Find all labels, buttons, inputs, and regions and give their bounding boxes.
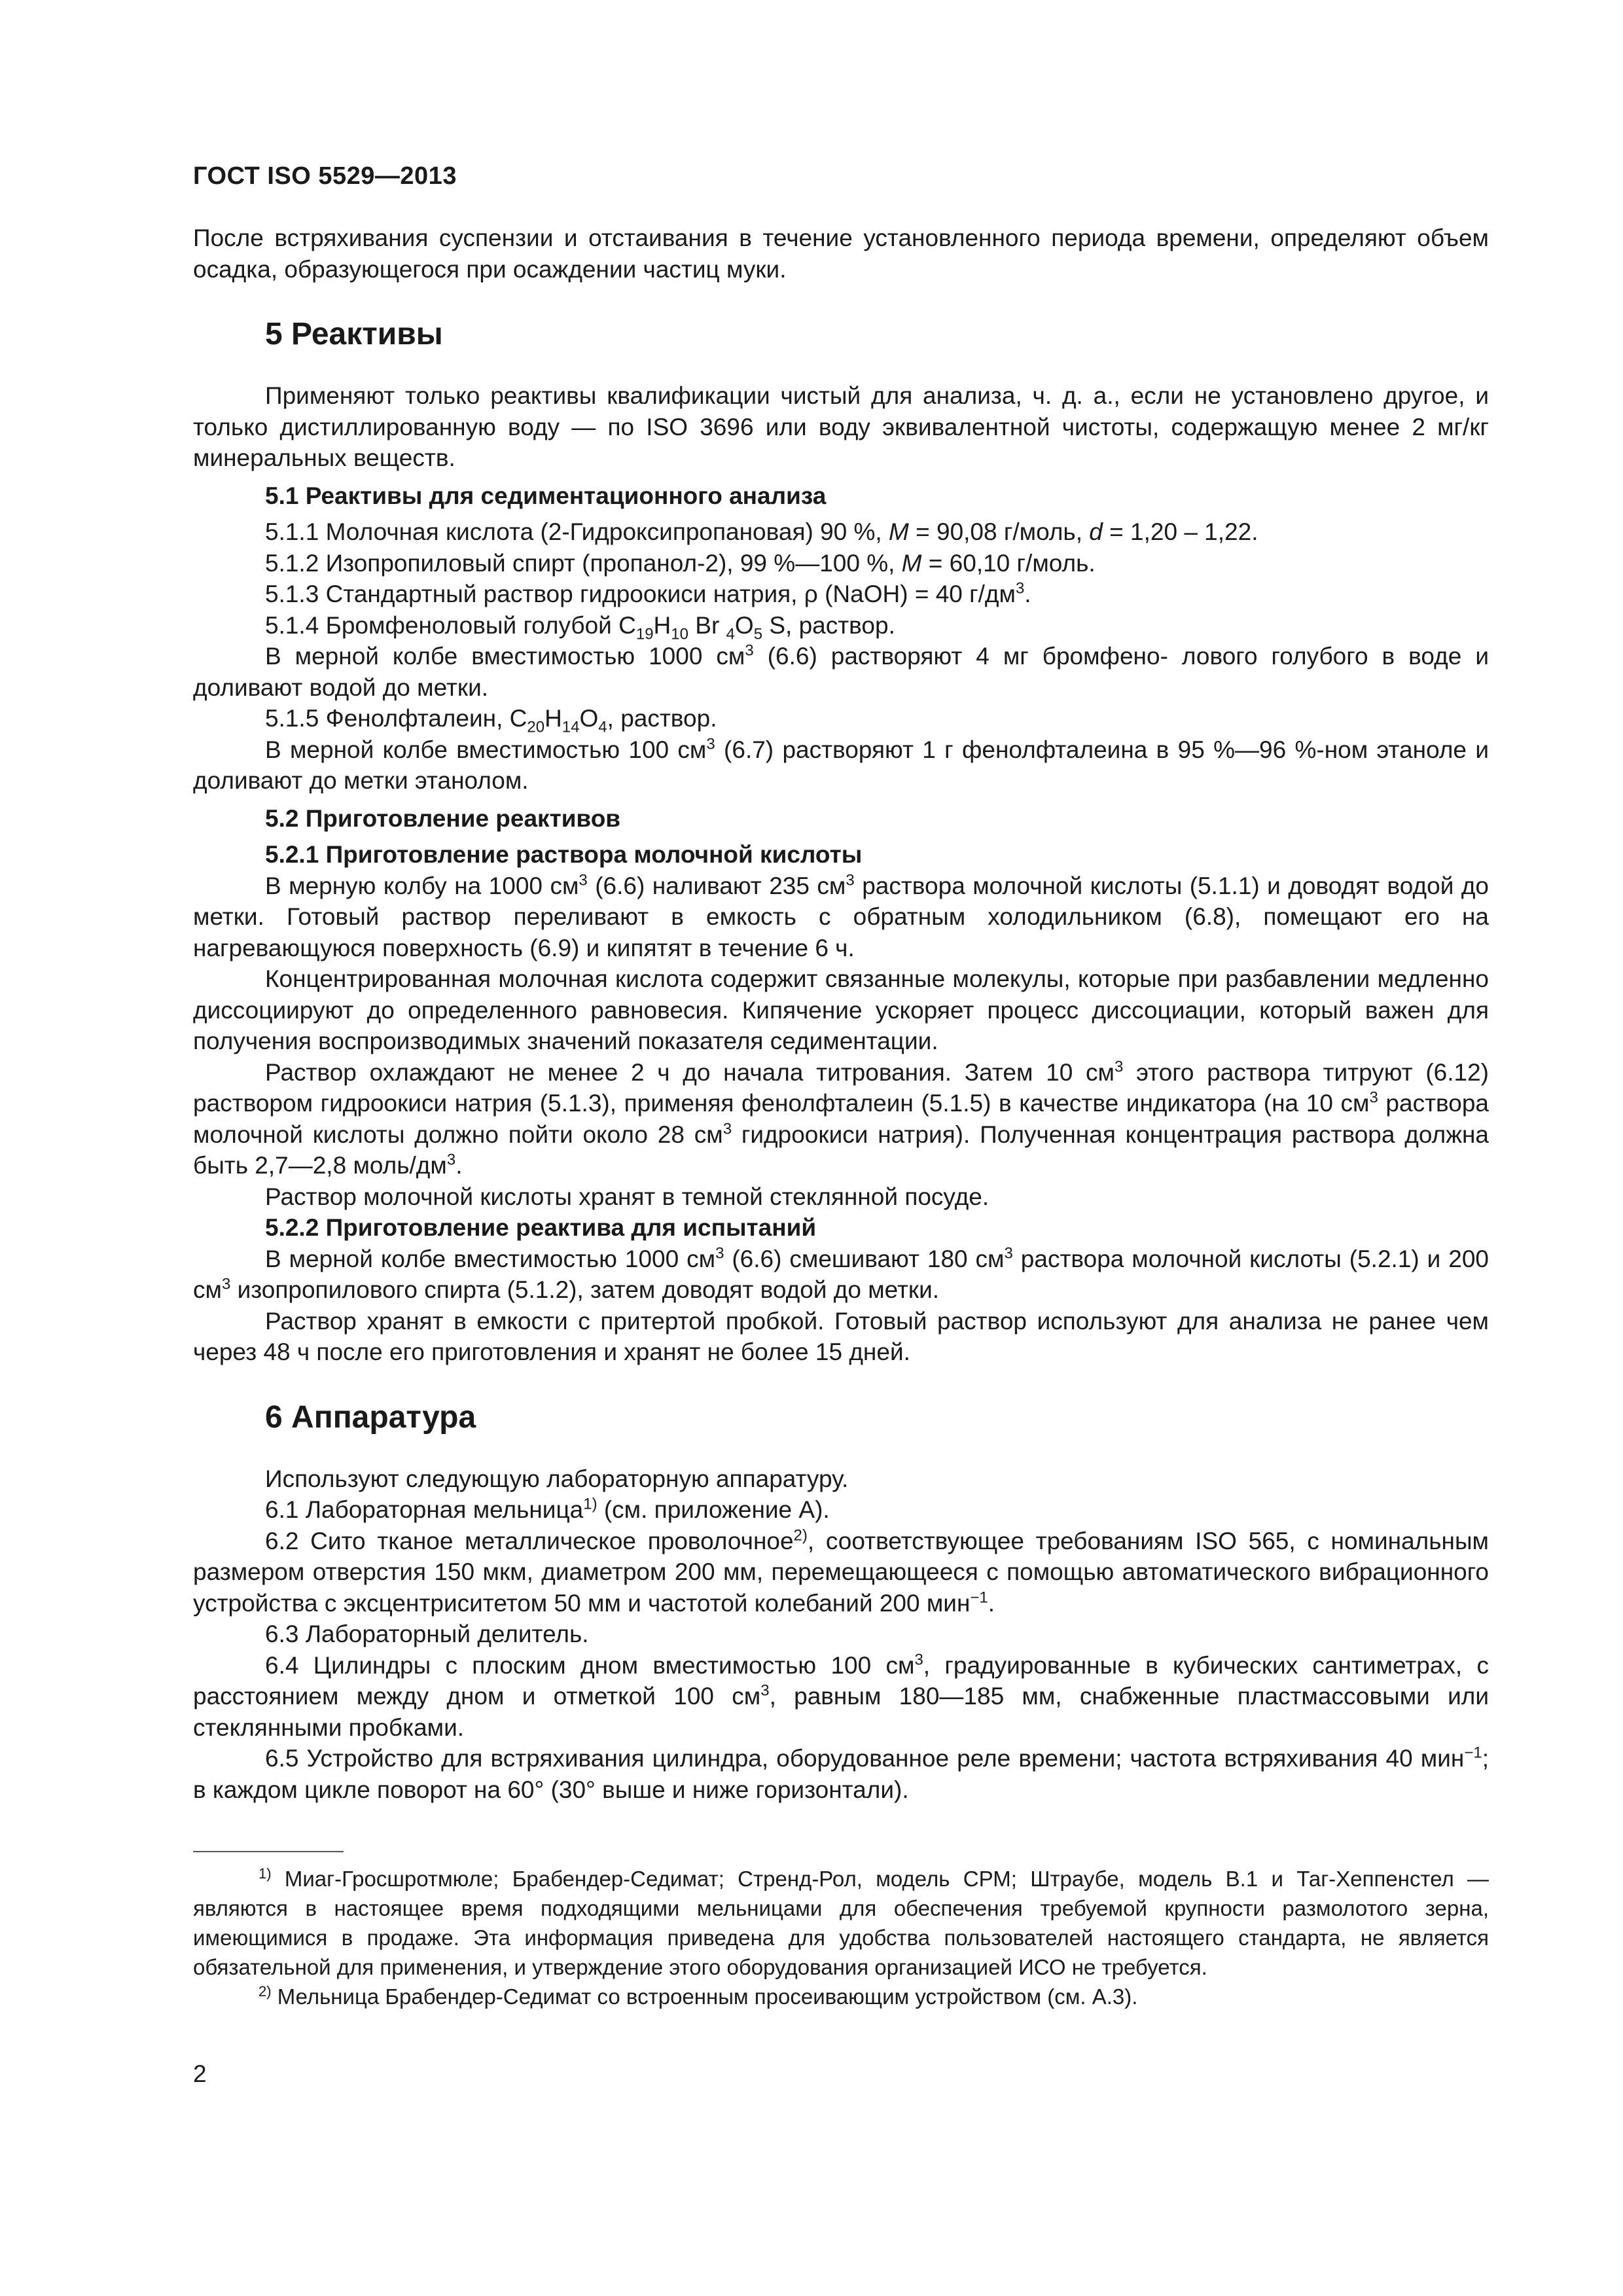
- section-5-2-1-para-2: Концентрированная молочная кислота содержит связанные молекулы, которые при разбавлении медленно диссоциируют до определенного равновесия. Кипячение ускоряет процесс диссоциации, который важен для получения воспроизводимых значений показателя седиментации.: [193, 965, 1489, 1054]
- section-5-2-heading: 5.2 Приготовление реактивов: [265, 804, 621, 832]
- section-5-2-2-para-1: В мерной колбе вместимостью 1000 $см^3$ (6.6) смешивают 180 $см^3$ раствора молочной кислоты (5.2.1) и 200 $см^3$ изопропилового спирта (5.1.2), затем доводят водой до метки.: [193, 1244, 1489, 1303]
- item-6-4: 6.4 Цилиндры с плоским дном вместимостью 100 $см^3$, градуированные в кубических сантиметрах, с расстоянием между дном и отметкой 100 $см^3$, равным 180—185 мм, снабженные пластмассовыми или стеклянными пробками.: [193, 1651, 1489, 1741]
- section-5-1-heading: 5.1 Реактивы для седиментационного анализа: [265, 482, 827, 509]
- section-5-2-1-heading: 5.2.1 Приготовление раствора молочной кислоты: [265, 841, 863, 868]
- item-5-1-2: 5.1.2 Изопропиловый спирт (пропанол-2), 99 %—100 %, M = 60,10 г/моль.: [265, 549, 1096, 577]
- section-5-2-1-para-3: Раствор охлаждают не менее 2 ч до начала титрования. Затем 10 $см^3$ этого раствора титруют (6.12) раствором гидроокиси натрия (5.1.3), применяя фенолфталеин (5.1.5) в качестве индикатора (на 10 $см^3$ раствора молочной кислоты должно пойти около 28 $см^3$ гидроокиси натрия). Полученная концентрация раствора должна быть 2,7—2,8 моль/$дм^3$.: [193, 1058, 1489, 1179]
- item-5-1-4: 5.1.4 Бромфеноловый голубой $C_{19}H_{10}$ Br $_4O_5$ S, раствор.: [265, 611, 895, 643]
- item-6-5: 6.5 Устройство для встряхивания цилиндра, оборудованное реле времени; частота встряхивания 40 мин$^{-1}$; в каждом цикле поворот на 60° (30° выше и ниже горизонтали).: [193, 1744, 1489, 1803]
- item-5-1-5-text: В мерной колбе вместимостью 100 $см^3$ (6.7) растворяют 1 г фенолфталеина в 95 %—96 %-ном этаноле и доливают до метки этанолом.: [193, 735, 1489, 794]
- item-5-1-4-text: В мерной колбе вместимостью 1000 $см^3$ (6.6) растворяют 4 мг бромфено- лового голубого в воде и доливают водой до метки.: [193, 641, 1489, 701]
- footnotes: [193, 1864, 1489, 2011]
- section-5-2-1-para-4: Раствор молочной кислоты хранят в темной стеклянной посуде.: [265, 1183, 990, 1210]
- section-5-2-1-para-1: В мерную колбу на 1000 $см^3$ (6.6) наливают 235 $см^3$ раствора молочной кислоты (5.1.1) и доводят водой до метки. Готовый раствор переливают в емкость с обратным холодильником (6.8), помещают его на нагревающуюся поверхность (6.9) и кипятят в течение 6 ч.: [193, 871, 1489, 961]
- item-5-1-3: 5.1.3 Стандартный раствор гидроокиси натрия, ρ (NaOH) = 40 $г/дм^3$.: [265, 579, 1031, 607]
- section-5-2-2-para-2: Раствор хранят в емкости с притертой пробкой. Готовый раствор используют для анализа не ранее чем через 48 ч после его приготовления и хранят не более 15 дней.: [193, 1307, 1489, 1365]
- section-5-2-2-heading: 5.2.2 Приготовление реактива для испытаний: [265, 1214, 817, 1241]
- item-5-1-1: 5.1.1 Молочная кислота (2-Гидроксипропановая) 90 %, M = 90,08 г/моль, d = 1,20 – 1,22.: [265, 518, 1258, 545]
- document-header: ГОСТ ISO 5529—2013: [193, 162, 457, 190]
- page-number: 2: [193, 2060, 207, 2087]
- item-6-3: 6.3 Лабораторный делитель.: [265, 1621, 589, 1647]
- item-5-1-5: 5.1.5 Фенолфталеин, $C_{20}H_{14}O_4$, раствор.: [265, 705, 717, 736]
- footnote-2: $^{2)}$ Мельница Брабендер-Седимат со встроенным просеивающим устройством (см. А.3).: [259, 1983, 1138, 2009]
- section-5-heading: 5 Реактивы: [265, 317, 443, 351]
- section-6-intro: Используют следующую лабораторную аппаратуру.: [265, 1465, 849, 1492]
- footnote-separator: [193, 1851, 344, 1852]
- intro-paragraph: После встряхивания суспензии и отстаивания в течение установленного периода времени, определяют объем осадка, образующегося при осаждении частиц муки.: [193, 224, 1489, 283]
- document-body: [193, 223, 1489, 1805]
- section-6-heading: 6 Аппаратура: [265, 1399, 476, 1435]
- section-5-paragraph: Применяют только реактивы квалификации чистый для анализа, ч. д. а., если не установлено другое, и только дистиллированную воду — по ISO 3696 или воду эквивалентной чистоты, содержащую менее 2 мг/кг минеральных веществ.: [193, 382, 1489, 471]
- item-6-1: 6.1 Лабораторная мельница$^{1)}$ (см. приложение А).: [265, 1495, 830, 1523]
- item-6-2: 6.2 Сито тканое металлическое проволочное$^{2)}$, соответствующее требованиям ISO 565, с номинальным размером отверстия 150 мкм, диаметром 200 мм, перемещающееся с помощью автоматического вибрационного устройства с эксцентриситетом 50 мм и частотой колебаний 200 мин$^{-1}$.: [193, 1526, 1489, 1617]
- footnote-1: $^{1)}$ Миаг-Гросшротмюле; Брабендер-Седимат; Стренд-Рол, модель СРМ; Штраубе, модель В.1 и Таг-Хеппенстел — являются в настоящее время подходящими мельницами для обеспечения требуемой крупности размолотого зерна, имеющимися в продаже. Эта информация приведена для удобства пользователей настоящего стандарта, не является обязательной для применения, и утверждение этого оборудования организацией ИСО не требуется.: [193, 1865, 1489, 1979]
